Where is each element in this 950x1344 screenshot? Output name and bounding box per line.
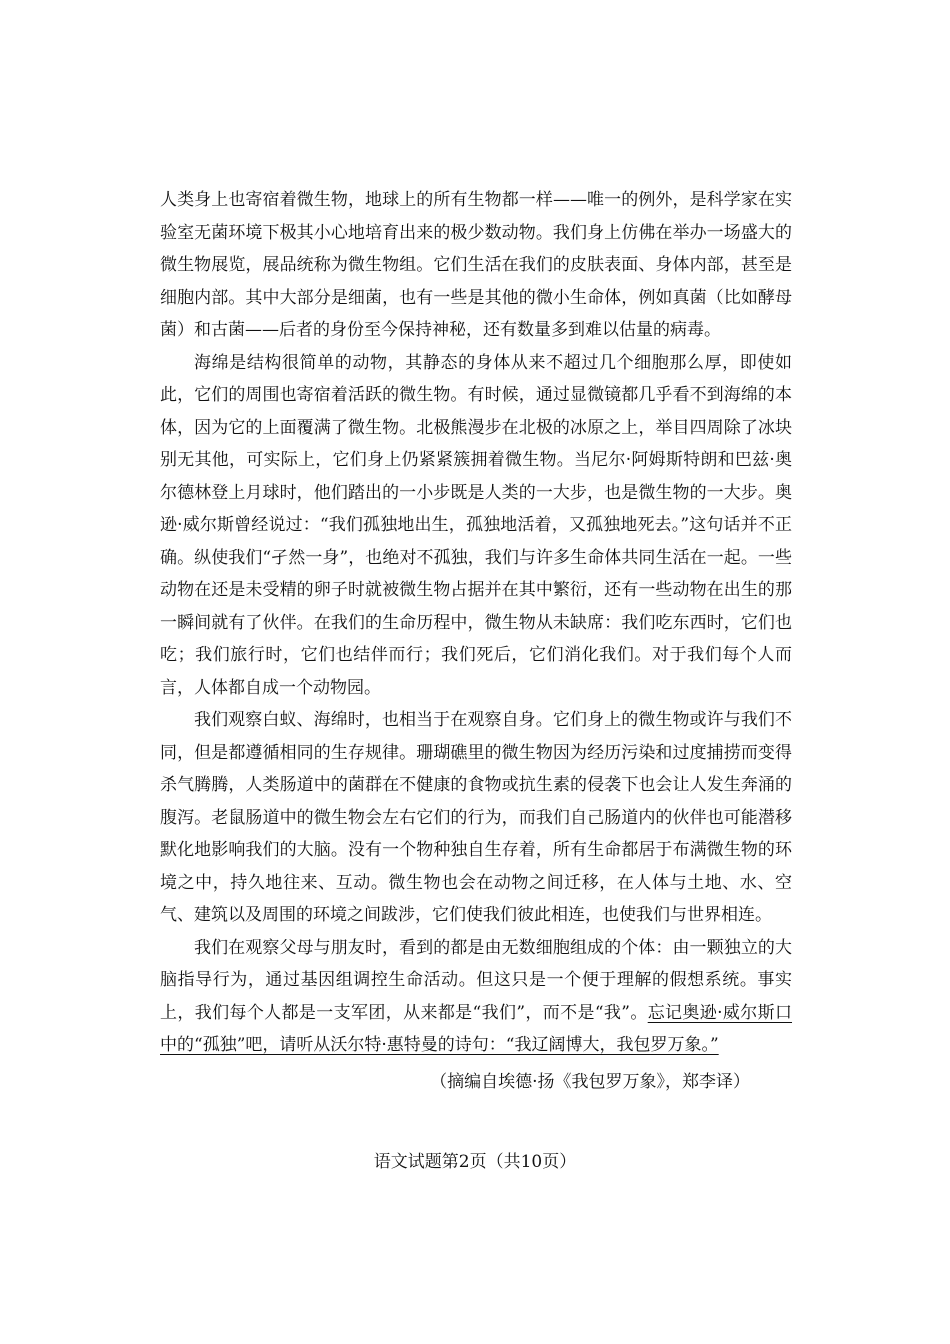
page-footer: 语文试题第2页（共10页） <box>373 1152 577 1172</box>
underlined-sentence: 忘记奥逊·威尔斯口中的“孤独”吧，请听从沃尔特·惠特曼的诗句：“我辽阔博大，我包罗万象。” <box>160 1002 793 1055</box>
paragraph-3: 我们观察白蚁、海绵时，也相当于在观察自身。它们身上的微生物或许与我们不同，但是都遵循相同的生存规律。珊瑚礁里的微生物因为经历污染和过度捕捞而变得杀气腾腾，人类肠道中的菌群在不健康的食物或抗生素的侵袭下也会让人发生奔涌的腹泻。老鼠肠道中的微生物会左右它们的行为，而我们自己肠道内的伙伴也可能潜移默化地影响我们的大脑。没有一个物种独自生存着，所有生命都居于布满微生物的环境之中，持久地往来、互动。微生物也会在动物之间迁移，在人体与土地、水、空气、建筑以及周围的环境之间跋涉，它们使我们彼此相连，也使我们与世界相连。 <box>160 710 792 925</box>
paragraph-2: 海绵是结构很简单的动物，其静态的身体从来不超过几个细胞那么厚，即使如此，它们的周围也寄宿着活跃的微生物。有时候，通过显微镜都几乎看不到海绵的本体，因为它的上面覆满了微生物。北极熊漫步在北极的冰原之上，举目四周除了冰块别无其他，可实际上，它们身上仍紧紧簇拥着微生物。当尼尔·阿姆斯特朗和巴兹·奥尔德林登上月球时，他们踏出的一小步既是人类的一大步，也是微生物的一大步。奥逊·威尔斯曾经说过：“我们孤独地出生，孤独地活着，又孤独地死去。”这句话并不正确。纵使我们“孑然一身”，也绝对不孤独，我们与许多生命体共同生活在一起。一些动物在还是未受精的卵子时就被微生物占据并在其中繁衍，还有一些动物在出生的那一瞬间就有了伙伴。在我们的生命历程中，微生物从未缺席：我们吃东西时，它们也吃；我们旅行时，它们也结伴而行；我们死后，它们消化我们。对于我们每个人而言，人体都自成一个动物园。 <box>160 352 792 698</box>
paragraph-4-text: 我们在观察父母与朋友时，看到的都是由无数细胞组成的个体：由一颗独立的大脑指导行为，通过基因组调控生命活动。但这只是一个便于理解的假想系统。事实上，我们每个人都是一支军团，从来都是“我们”，而不是“我”。 <box>160 937 792 1023</box>
paragraph-4 <box>160 932 792 1062</box>
paragraph-1: 人类身上也寄宿着微生物，地球上的所有生物都一样——唯一的例外，是科学家在实验室无菌环境下极其小心地培育出来的极少数动物。我们身上仿佛在举办一场盛大的微生物展览，展品统称为微生物组。它们生活在我们的皮肤表面、身体内部，甚至是细胞内部。其中大部分是细菌，也有一些是其他的微小生命体，例如真菌（比如酵母菌）和古菌——后者的身份至今保持神秘，还有数量多到难以估量的病毒。 <box>160 190 792 340</box>
article-body <box>160 184 792 1098</box>
source-citation: （摘编自埃德·扬《我包罗万象》，郑李译） <box>430 1071 750 1092</box>
